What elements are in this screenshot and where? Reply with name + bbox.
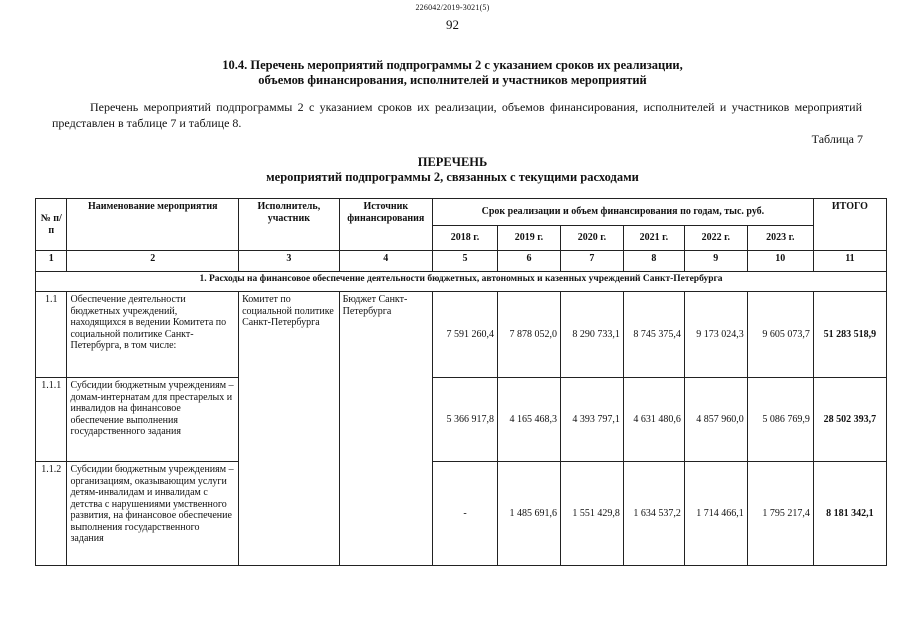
header-name: Наименование мероприятия [67, 199, 239, 251]
header-year: 2022 г. [684, 226, 747, 251]
header-source: Источник финансирования [339, 199, 432, 251]
header-num: № п/п [36, 199, 67, 251]
intro-paragraph: Перечень мероприятий подпрограммы 2 с указанием сроков их реализации, объемов финансирования, исполнителей и участников мероприятий представлен в таблице 7 и таблице 8. [52, 100, 862, 130]
row-total: 28 502 393,7 [813, 378, 886, 462]
column-numbers-row [36, 251, 887, 272]
row-name: Субсидии бюджетным учреждениям – домам-интернатам для престарелых и инвалидов на финансовое обеспечение выполнения государственного задания [67, 378, 239, 462]
header-year: 2023 г. [747, 226, 813, 251]
column-number: 11 [813, 251, 886, 272]
row-value-2021: 8 745 375,4 [623, 292, 684, 378]
table-row [36, 462, 887, 566]
row-value-2022: 1 714 466,1 [684, 462, 747, 566]
document-id: 226042/2019-3021(5) [415, 3, 490, 12]
list-title-line-2: мероприятий подпрограммы 2, связанных с текущими расходами [266, 170, 639, 184]
row-value-2019: 1 485 691,6 [498, 462, 561, 566]
row-value-2019: 7 878 052,0 [498, 292, 561, 378]
row-total: 8 181 342,1 [813, 462, 886, 566]
column-number: 5 [433, 251, 498, 272]
header-year: 2019 г. [498, 226, 561, 251]
header-total: ИТОГО [813, 199, 886, 251]
header-year: 2020 г. [560, 226, 623, 251]
row-value-2019: 4 165 468,3 [498, 378, 561, 462]
row-value-2018: - [433, 462, 498, 566]
row-name: Субсидии бюджетным учреждениям – организациям, оказывающим услуги детям-инвалидам и инвалидам с детства с нарушениями умственного развития, на финансовое обеспечение выполнения государственного задания [67, 462, 239, 566]
header-year: 2021 г. [623, 226, 684, 251]
row-value-2021: 4 631 480,6 [623, 378, 684, 462]
column-number: 9 [684, 251, 747, 272]
row-value-2020: 8 290 733,1 [560, 292, 623, 378]
list-title [0, 155, 905, 185]
column-number: 10 [747, 251, 813, 272]
row-value-2023: 1 795 217,4 [747, 462, 813, 566]
header-row-1 [36, 199, 887, 226]
column-number: 7 [560, 251, 623, 272]
row-number: 1.1 [36, 292, 67, 378]
section-heading: 1. Расходы на финансовое обеспечение деятельности бюджетных, автономных и казенных учреждений Санкт-Петербурга [36, 272, 887, 292]
column-number: 1 [36, 251, 67, 272]
column-number: 4 [339, 251, 432, 272]
header-year: 2018 г. [433, 226, 498, 251]
column-number: 2 [67, 251, 239, 272]
page-number: 92 [446, 17, 459, 32]
row-source: Бюджет Санкт-Петербурга [339, 292, 432, 566]
section-title-line-2: объемов финансирования, исполнителей и участников мероприятий [258, 73, 647, 87]
measures-table [35, 198, 887, 566]
header-period: Срок реализации и объем финансирования по годам, тыс. руб. [433, 199, 814, 226]
row-executor: Комитет по социальной политике Санкт-Петербурга [239, 292, 340, 566]
row-value-2023: 5 086 769,9 [747, 378, 813, 462]
row-value-2018: 5 366 917,8 [433, 378, 498, 462]
row-value-2020: 4 393 797,1 [560, 378, 623, 462]
column-number: 8 [623, 251, 684, 272]
row-value-2021: 1 634 537,2 [623, 462, 684, 566]
row-name: Обеспечение деятельности бюджетных учреждений, находящихся в ведении Комитета по социальной политике Санкт-Петербурга, в том числе: [67, 292, 239, 378]
row-value-2022: 4 857 960,0 [684, 378, 747, 462]
table-row [36, 292, 887, 378]
row-number: 1.1.1 [36, 378, 67, 462]
row-value-2018: 7 591 260,4 [433, 292, 498, 378]
row-total: 51 283 518,9 [813, 292, 886, 378]
row-value-2023: 9 605 073,7 [747, 292, 813, 378]
column-number: 3 [239, 251, 340, 272]
row-number: 1.1.2 [36, 462, 67, 566]
table-row [36, 378, 887, 462]
section-title-line-1: 10.4. Перечень мероприятий подпрограммы 2 с указанием сроков их реализации, [222, 58, 683, 72]
table-label: Таблица 7 [811, 132, 863, 146]
header-executor: Исполнитель, участник [239, 199, 340, 251]
section-title [0, 58, 905, 88]
list-title-line-1: ПЕРЕЧЕНЬ [417, 155, 488, 169]
row-value-2022: 9 173 024,3 [684, 292, 747, 378]
section-row [36, 272, 887, 292]
column-number: 6 [498, 251, 561, 272]
row-value-2020: 1 551 429,8 [560, 462, 623, 566]
